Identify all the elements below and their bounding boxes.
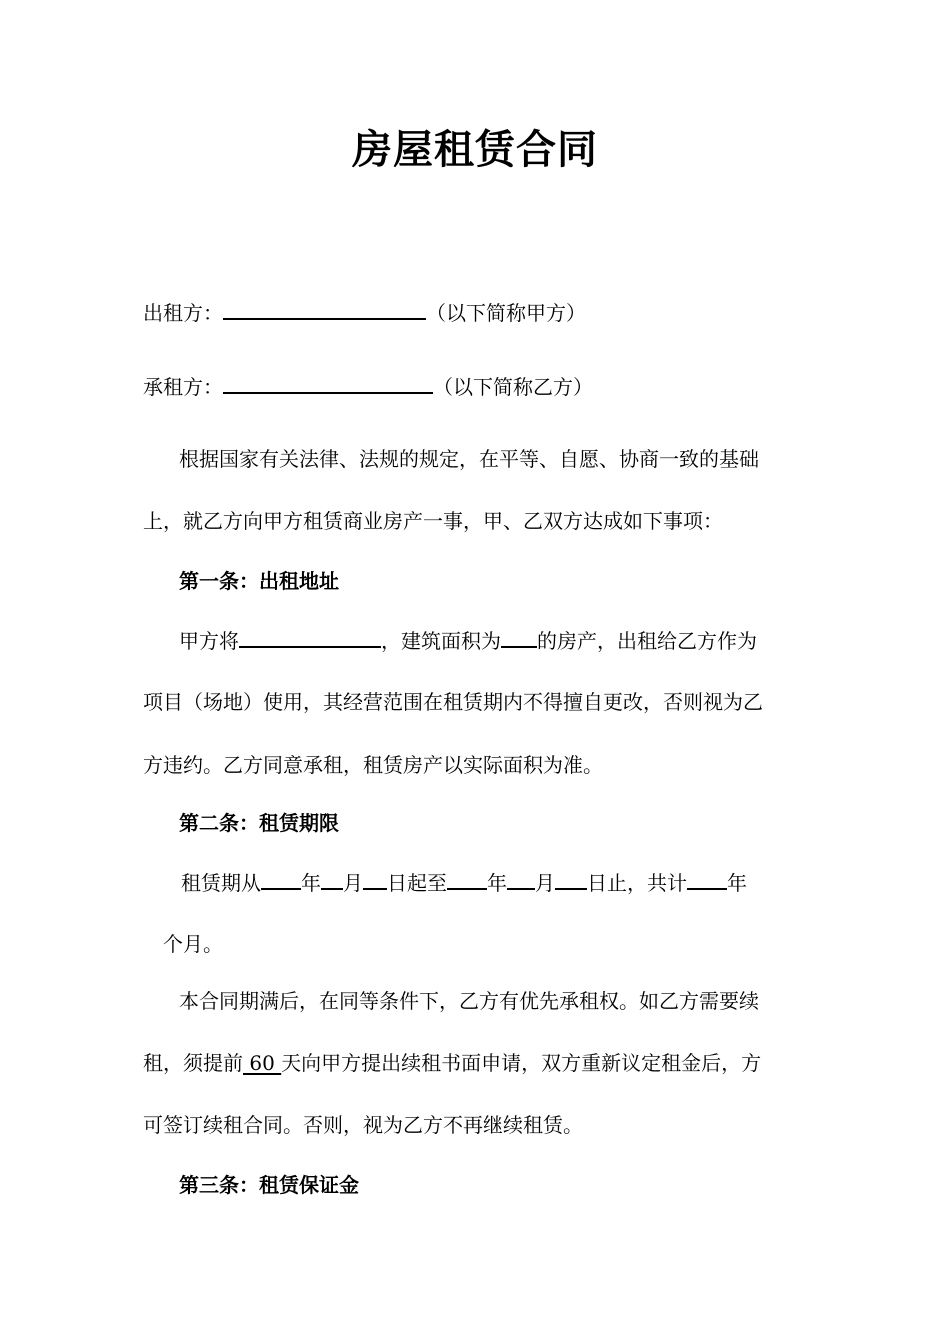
renew-text-a: 租，须提前	[143, 1051, 243, 1075]
lessor-label: 出租方：	[143, 301, 223, 325]
address-blank	[239, 624, 381, 648]
term-day-start: 日起至	[387, 871, 447, 895]
renew-line-3: 可签订续租合同。否则，视为乙方不再继续租赁。	[143, 1113, 583, 1137]
article-3-heading: 第三条：租赁保证金	[179, 1173, 359, 1197]
lessor-name-blank	[223, 296, 426, 320]
renew-line-2	[143, 1048, 761, 1078]
end-month-blank	[507, 866, 535, 890]
lessor-suffix: （以下简称甲方）	[426, 301, 586, 325]
term-day-end: 日止，共计	[587, 871, 687, 895]
area-blank	[501, 624, 537, 648]
lessee-line	[143, 370, 593, 402]
lessee-suffix: （以下简称乙方）	[433, 375, 593, 399]
preamble-line-2: 上，就乙方向甲方租赁商业房产一事，甲、乙双方达成如下事项：	[143, 509, 723, 533]
article-2-heading: 第二条：租赁期限	[179, 811, 339, 835]
renew-text-b: 天向甲方提出续租书面申请，双方重新议定租金后，方	[281, 1051, 762, 1075]
term-month-1: 月	[343, 871, 363, 895]
lessee-label: 承租方：	[143, 375, 223, 399]
article-1-line-3: 方违约。乙方同意承租，租赁房产以实际面积为准。	[143, 753, 603, 777]
end-year-blank	[447, 866, 487, 890]
term-line	[181, 866, 747, 898]
start-day-blank	[363, 866, 387, 890]
preamble-line-1: 根据国家有关法律、法规的规定，在平等、自愿、协商一致的基础	[179, 447, 759, 471]
article-1-text-b: ，建筑面积为	[381, 629, 501, 653]
article-1-line-2: 项目（场地）使用，其经营范围在租赁期内不得擅自更改，否则视为乙	[143, 690, 763, 714]
renew-days-value: 60	[243, 1051, 282, 1075]
article-1-heading: 第一条：出租地址	[179, 569, 339, 593]
article-1-text-c: 的房产，出租给乙方作为	[537, 629, 757, 653]
lessee-name-blank	[223, 370, 433, 394]
term-months: 个月。	[163, 932, 223, 956]
total-years-blank	[687, 866, 727, 890]
article-1-text-a: 甲方将	[179, 629, 239, 653]
article-1-line-1	[179, 624, 757, 656]
term-from: 租赁期从	[181, 871, 261, 895]
term-month-2: 月	[535, 871, 555, 895]
term-year-2: 年	[487, 871, 507, 895]
renew-line-1: 本合同期满后，在同等条件下，乙方有优先承租权。如乙方需要续	[179, 989, 759, 1013]
end-day-blank	[555, 866, 587, 890]
term-year-3: 年	[727, 871, 747, 895]
start-year-blank	[261, 866, 301, 890]
page-title: 房屋租赁合同	[352, 127, 598, 173]
start-month-blank	[321, 866, 343, 890]
lessor-line	[143, 296, 586, 328]
term-year-1: 年	[301, 871, 321, 895]
